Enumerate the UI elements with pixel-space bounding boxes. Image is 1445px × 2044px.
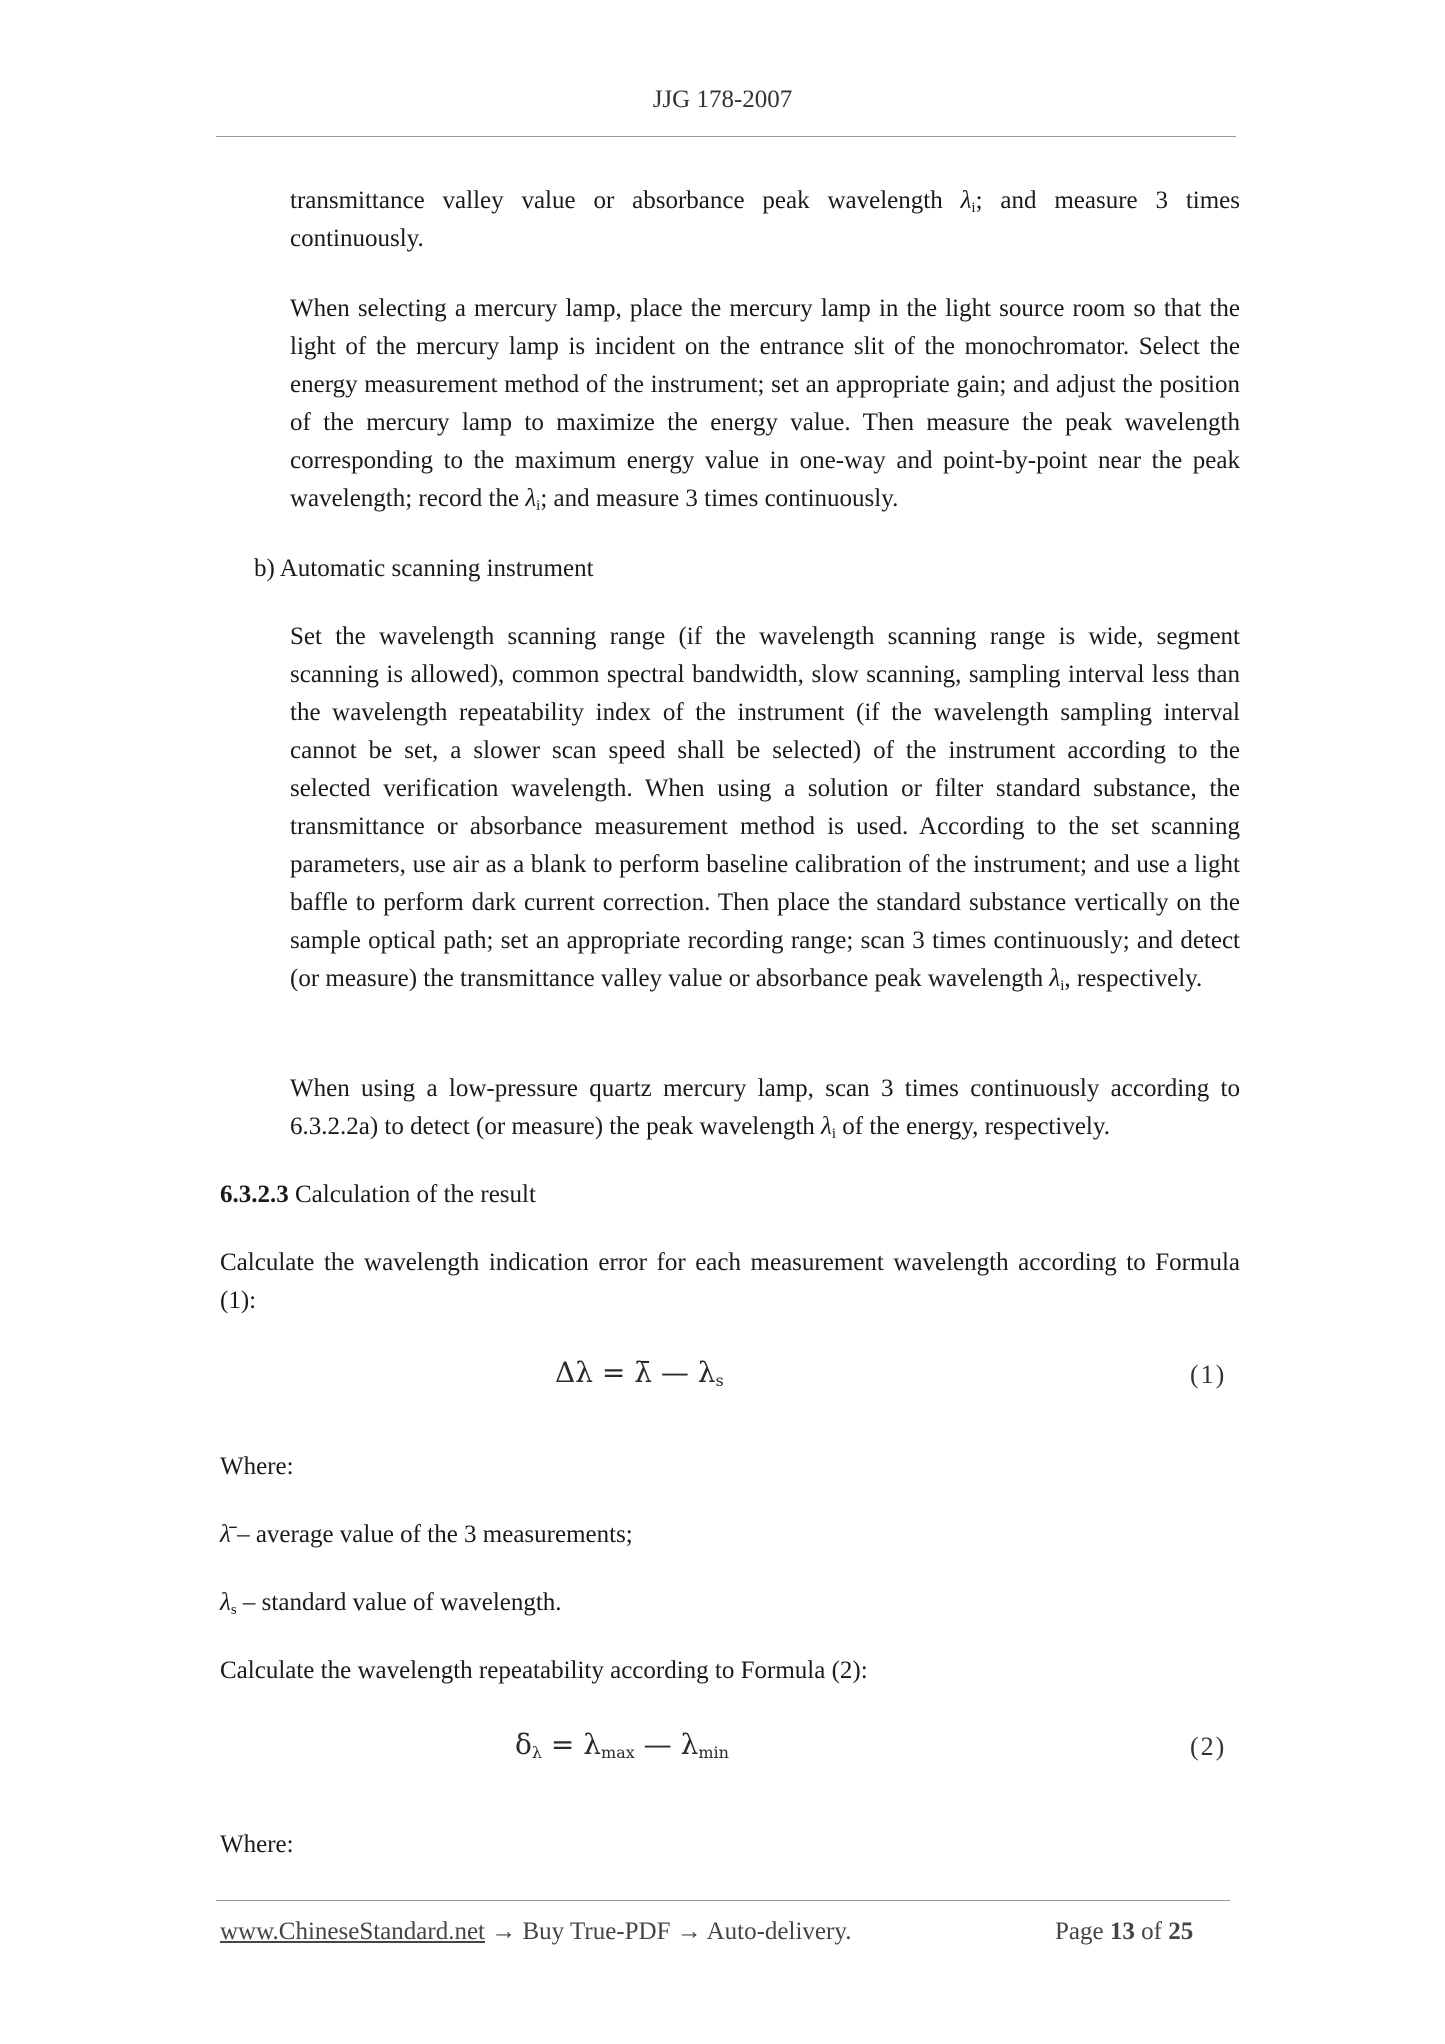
page-indicator: Page 13 of 25 [1055,1918,1194,1945]
footer-divider [216,1900,1230,1901]
current-page-number: 13 [1109,1918,1135,1945]
header-divider [216,136,1236,137]
paragraph-continuation: transmittance valley value or absorbance peak wavelength $\lambda_i$; and measure 3 times continuously. [290,187,1240,252]
buy-pdf-text: Buy True-PDF [522,1918,671,1945]
formula-1-number: (1) [1190,1360,1227,1389]
site-link[interactable]: www.ChineseStandard.net [220,1918,485,1945]
formula-2: $\delta_\lambda = \lambda_{max}$ — $\lambda_{min}$ [515,1728,729,1762]
arrow-right-icon: → [485,1918,523,1945]
list-item-b: b) Automatic scanning instrument [254,555,594,582]
definition-lambda-s: $\lambda_s$ – standard value of wavelength. [220,1589,562,1618]
where-label-2: Where: [220,1831,294,1858]
delivery-text: Auto-delivery. [706,1918,852,1945]
total-pages: 25 [1168,1918,1194,1945]
paragraph-quartz-lamp: When using a low-pressure quartz mercury lamp, scan 3 times continuously according to 6.3.2.2a) to detect (or measure) the peak wavelength $\lambda_i$ of the energy, respectively. [290,1075,1240,1142]
arrow-right-icon: → [670,1918,707,1945]
where-label-1: Where: [220,1453,294,1480]
definition-lambda-bar: λ̄ – average value of the 3 measurements; [220,1521,633,1548]
paragraph-automatic-scanning: Set the wavelength scanning range (if the wavelength scanning range is wide, segment scanning is allowed), common spectral bandwidth, slow scanning, sampling interval less than the wavelength repeatability index of the instrument (if the wavelength sampling interval cannot be set, a slower scan speed shall be selected) of the instrument according to the selected verification wavelength. When using a solution or filter standard substance, the transmittance or absorbance measurement method is used. According to the set scanning parameters, use air as a blank to perform baseline calibration of the instrument; and use a light baffle to perform dark current correction. Then place the standard substance vertically on the sample optical path; set an appropriate recording range; scan 3 times continuously; and detect (or measure) the transmittance valley value or absorbance peak wavelength $\lambda_i$, respectively. [290,623,1240,994]
footer-promo [220,1918,851,1946]
paragraph-formula2-intro: Calculate the wavelength repeatability according to Formula (2): [220,1657,868,1684]
section-title: Calculation of the result [288,1181,536,1208]
section-heading [220,1176,1240,1214]
section-number: 6.3.2.3 [220,1181,289,1208]
formula-2-number: (2) [1190,1732,1227,1761]
formula-1: Δλ = λ̄ — $\lambda_s$ [555,1356,724,1390]
paragraph-mercury-lamp: When selecting a mercury lamp, place the mercury lamp in the light source room so that the light of the mercury lamp is incident on the entrance slit of the monochromator. Select the energy measurement method of the instrument; set an appropriate gain; and adjust the position of the mercury lamp to maximize the energy value. Then measure the peak wavelength corresponding to the maximum energy value in one-way and point-by-point near the peak wavelength; record the $\lambda_i$; and measure 3 times continuously. [290,295,1240,514]
paragraph-formula1-intro: Calculate the wavelength indication error for each measurement wavelength according to Formula (1): [220,1249,1240,1314]
document-code-header: JJG 178-2007 [652,86,793,113]
